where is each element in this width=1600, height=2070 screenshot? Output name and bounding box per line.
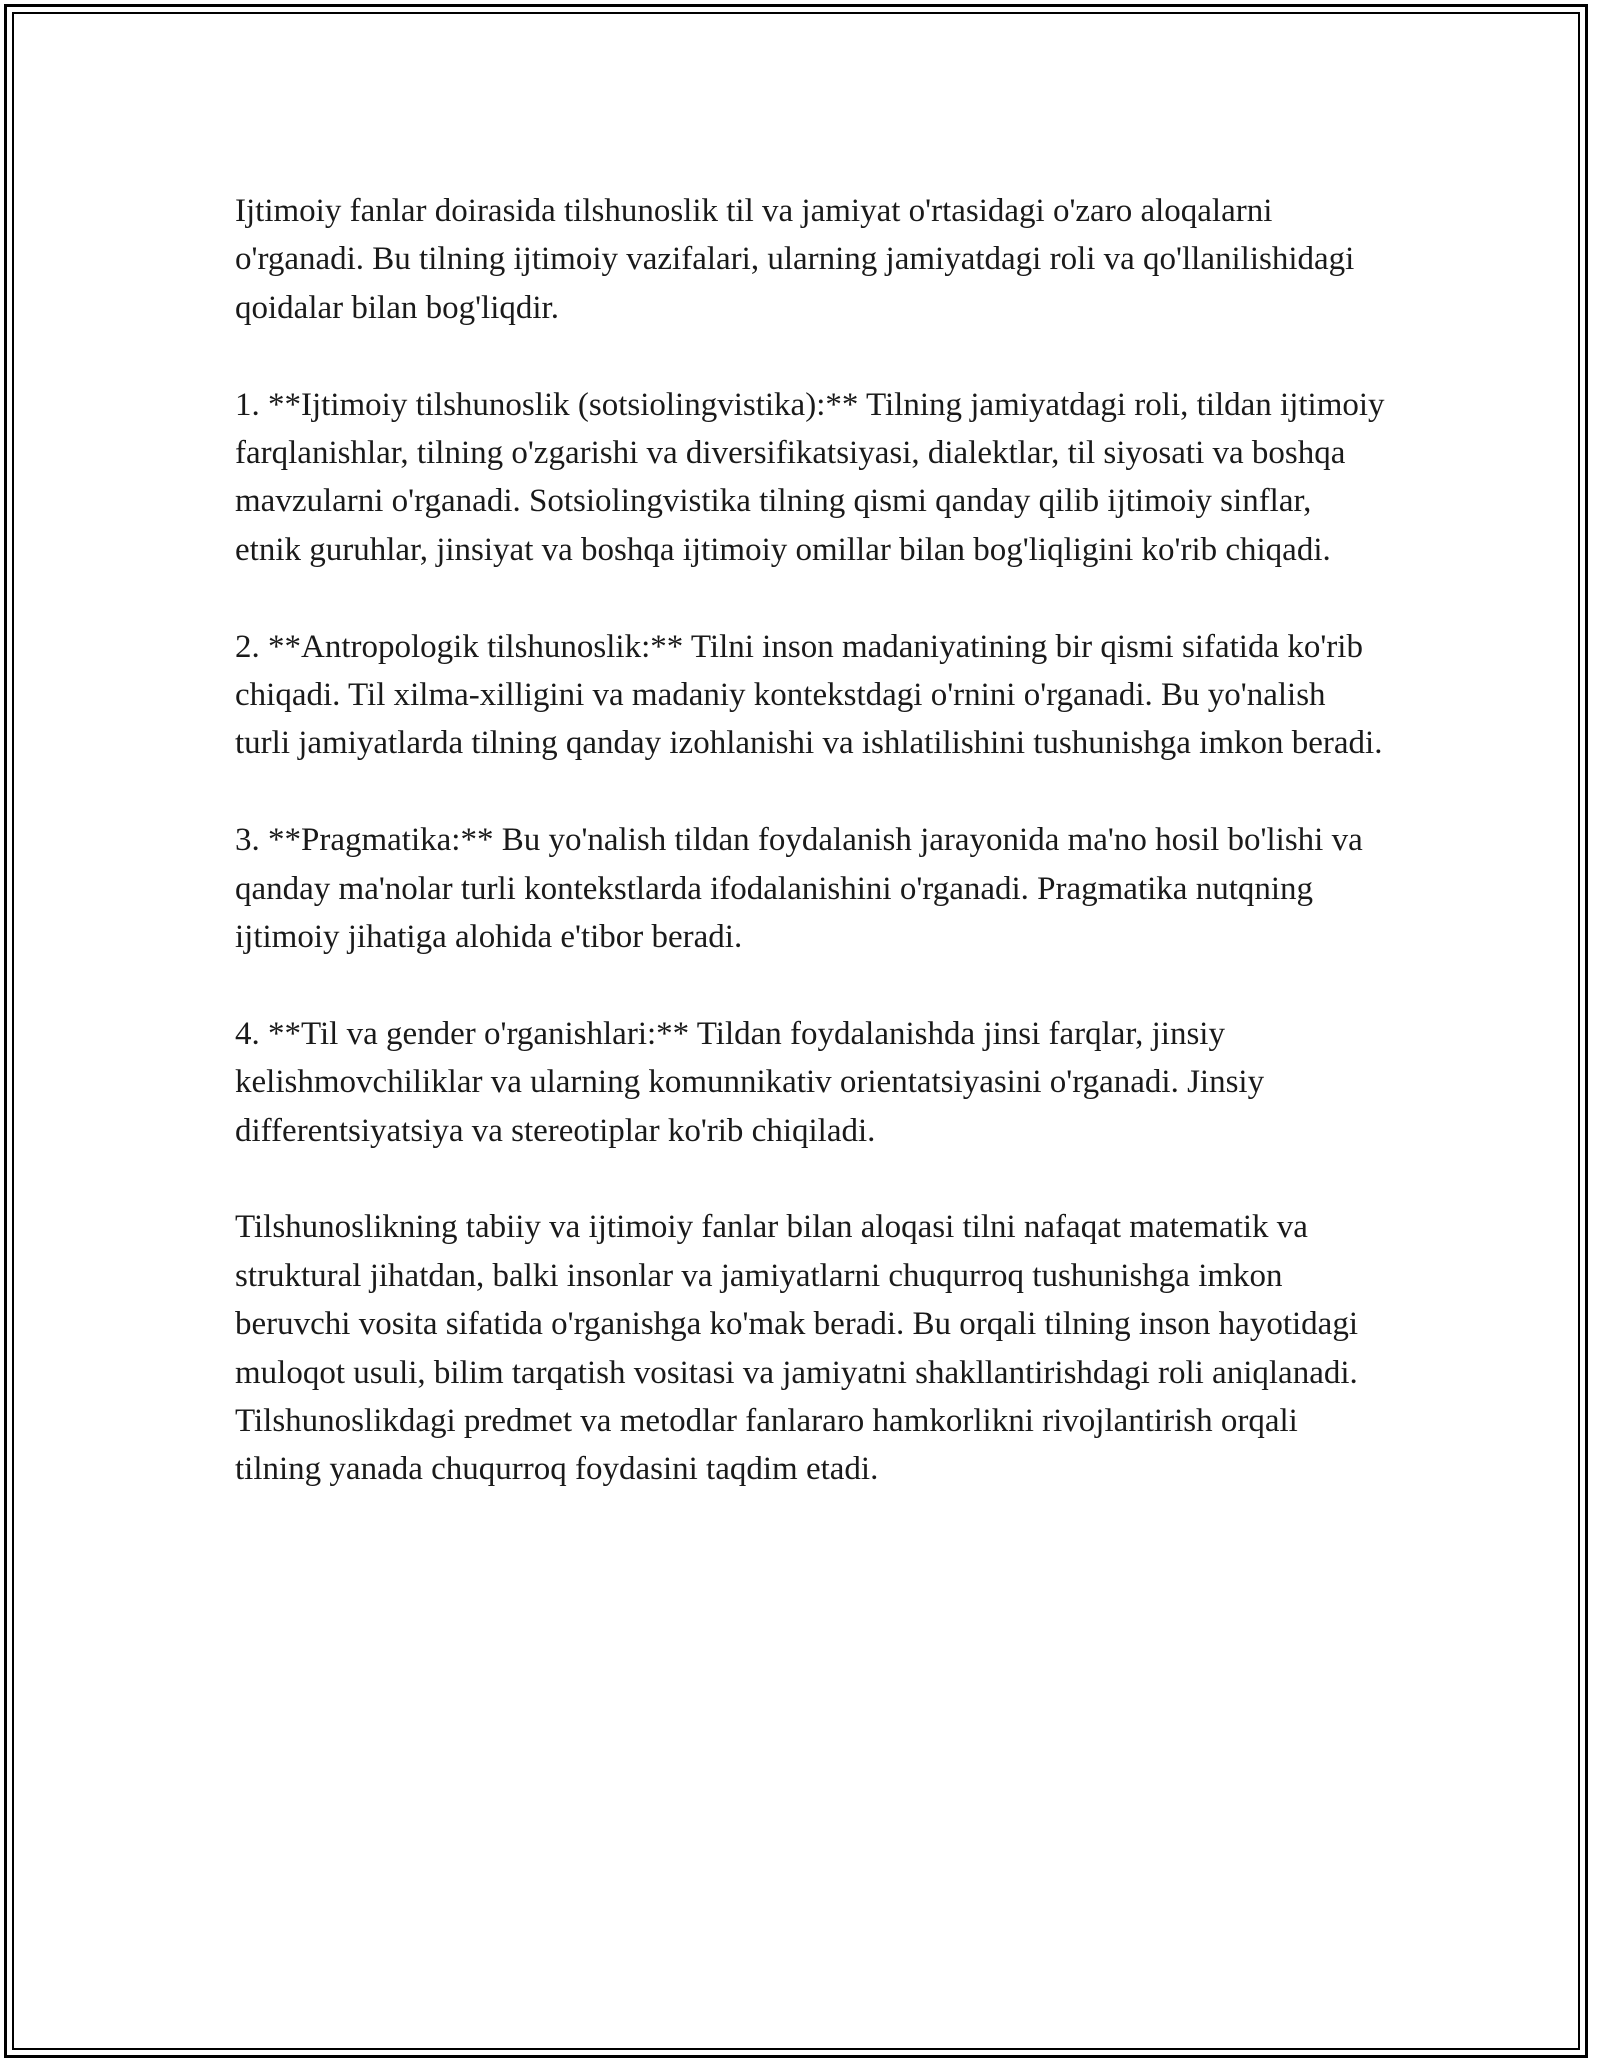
document-body — [235, 187, 1385, 1494]
list-item-pragmatics: 3. **Pragmatika:** Bu yo'nalish tildan foydalanish jarayonida ma'no hosil bo'lishi va qanday ma'nolar turli kontekstlarda ifodalanishini o'rganadi. Pragmatika nutqning ijtimoiy jihatiga alohida e'tibor beradi. — [235, 822, 1363, 956]
list-item-language-and-gender: 4. **Til va gender o'rganishlari:** Tildan foydalanishda jinsi farqlar, jinsiy kelishmovchiliklar va ularning komunnikativ orientatsiyasini o'rganadi. Jinsiy differentsiyatsiya va stereotiplar ko'rib chiqiladi. — [235, 1015, 1265, 1149]
list-item-sociolinguistics: 1. **Ijtimoiy tilshunoslik (sotsiolingvistika):** Tilning jamiyatdagi roli, tildan ijtimoiy farqlanishlar, tilning o'zgarishi va diversifikatsiyasi, dialektlar, til siyosati va boshqa mavzularni o'rganadi. Sotsiolingvistika tilning qismi qanday qilib ijtimoiy sinflar, etnik guruhlar, jinsiyat va boshqa ijtimoiy omillar bilan bog'liqligini ko'rib chiqadi. — [235, 386, 1385, 568]
intro-paragraph: Ijtimoiy fanlar doirasida tilshunoslik til va jamiyat o'rtasidagi o'zaro aloqalarni o'rganadi. Bu tilning ijtimoiy vazifalari, ularning jamiyatdagi roli va qo'llanilishidagi qoidalar bilan bog'liqdir. — [235, 193, 1355, 326]
list-item-anthropological-linguistics: 2. **Antropologik tilshunoslik:** Tilni inson madaniyatining bir qismi sifatida ko'rib chiqadi. Til xilma-xilligini va madaniy kontekstdagi o'rnini o'rganadi. Bu yo'nalish turli jamiyatlarda tilning qanday izohlanishi va ishlatilishini tushunishga imkon beradi. — [235, 628, 1383, 762]
conclusion-paragraph: Tilshunoslikning tabiiy va ijtimoiy fanlar bilan aloqasi tilni nafaqat matematik va struktural jihatdan, balki insonlar va jamiyatlarni chuqurroq tushunishga imkon beruvchi vosita sifatida o'rganishga ko'mak beradi. Bu orqali tilning inson hayotidagi muloqot usuli, bilim tarqatish vositasi va jamiyatni shakllantirishdagi roli aniqlanadi. Tilshunoslikdagi predmet va metodlar fanlararo hamkorlikni rivojlantirish orqali tilning yanada chuqurroq foydasini taqdim etadi. — [235, 1209, 1358, 1488]
